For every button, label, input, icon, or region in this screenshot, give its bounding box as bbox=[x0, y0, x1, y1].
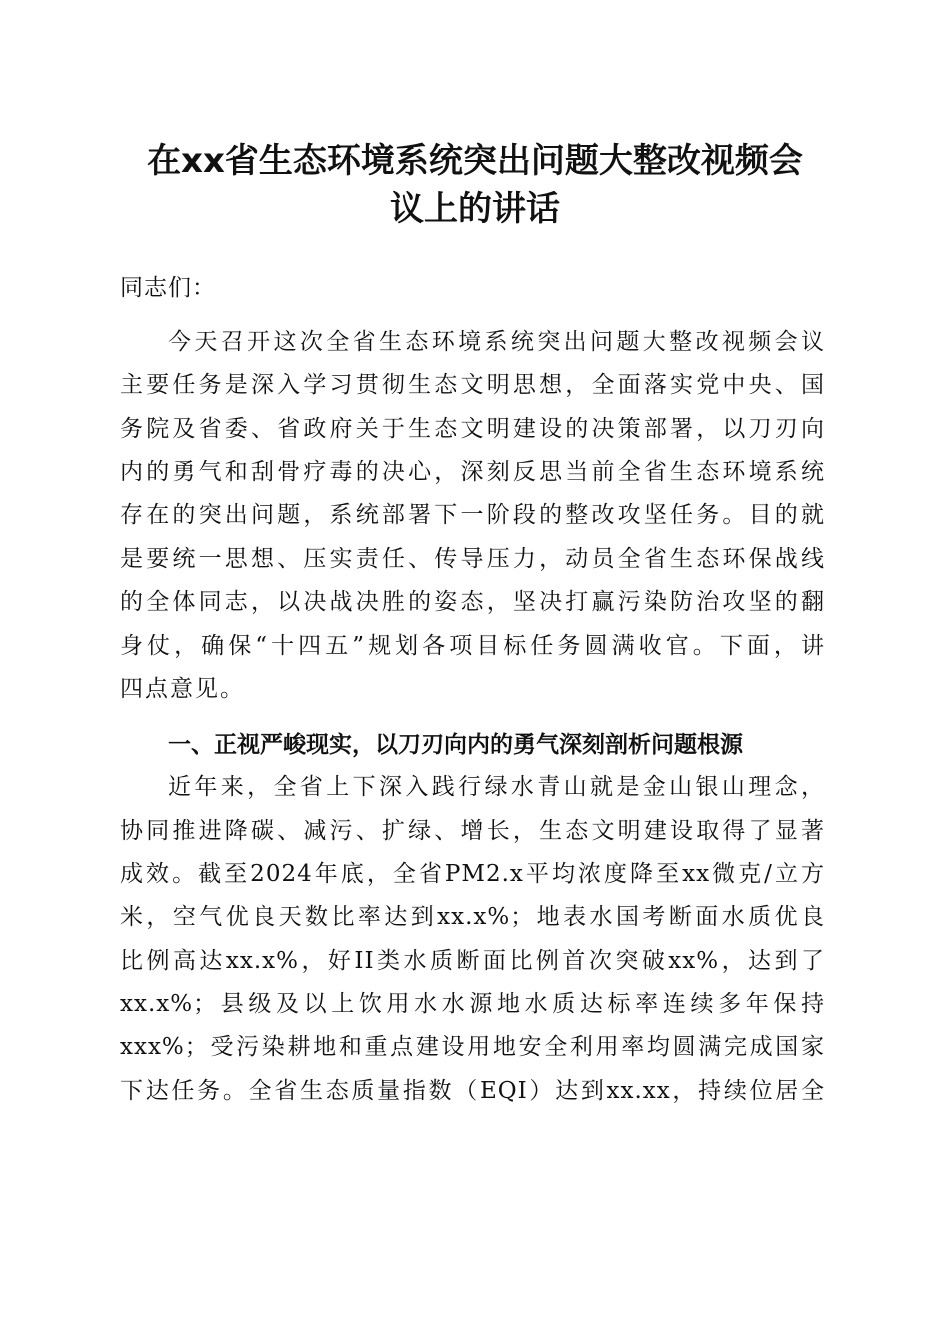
paragraph-1-line-5: 存在的突出问题，系统部署下一阶段的整改攻坚任务。目的就 bbox=[120, 502, 825, 528]
greeting: 同志们： bbox=[120, 275, 216, 301]
paragraph-1-line-7: 的全体同志，以决战决胜的姿态，坚决打赢污染防治攻坚的翻 bbox=[120, 589, 825, 615]
section-heading-1: 一、正视严峻现实，以刀刃向内的勇气深刻剖析问题根源 bbox=[168, 732, 743, 758]
document-title-line-1: 在xx省生态环境系统突出问题大整改视频会 bbox=[147, 141, 803, 181]
paragraph-2-line-3: 成效。截至2024年底，全省PM2.x平均浓度降至xx微克/立方 bbox=[120, 861, 825, 887]
paragraph-2-line-2: 协同推进降碳、减污、扩绿、增长，生态文明建设取得了显著 bbox=[120, 818, 825, 844]
document-title-line-2: 议上的讲话 bbox=[390, 189, 560, 229]
paragraph-2-line-5: 比例高达xx.x%，好II类水质断面比例首次突破xx%，达到了 bbox=[120, 948, 825, 974]
paragraph-1-line-4: 内的勇气和刮骨疗毒的决心，深刻反思当前全省生态环境系统 bbox=[120, 459, 825, 485]
paragraph-1-line-9: 四点意见。 bbox=[120, 676, 245, 702]
paragraph-1-line-1: 今天召开这次全省生态环境系统突出问题大整改视频会议 bbox=[168, 329, 825, 355]
paragraph-1-line-3: 务院及省委、省政府关于生态文明建设的决策部署，以刀刃向 bbox=[120, 416, 825, 442]
paragraph-2-line-8: 下达任务。全省生态质量指数（EQI）达到xx.xx，持续位居全 bbox=[120, 1078, 825, 1104]
paragraph-1-line-2: 主要任务是深入学习贯彻生态文明思想，全面落实党中央、国 bbox=[120, 372, 825, 398]
paragraph-1-line-6: 是要统一思想、压实责任、传导压力，动员全省生态环保战线 bbox=[120, 546, 825, 572]
paragraph-2-line-4: 米，空气优良天数比率达到xx.x%；地表水国考断面水质优良 bbox=[120, 904, 825, 930]
paragraph-2-line-1: 近年来，全省上下深入践行绿水青山就是金山银山理念， bbox=[168, 774, 825, 800]
paragraph-2-line-7: xxx%；受污染耕地和重点建设用地安全利用率均圆满完成国家 bbox=[120, 1034, 825, 1060]
paragraph-1-line-8: 身仗，确保“十四五”规划各项目标任务圆满收官。下面，讲 bbox=[120, 633, 825, 659]
paragraph-2-line-6: xx.x%；县级及以上饮用水水源地水质达标率连续多年保持 bbox=[120, 991, 825, 1017]
